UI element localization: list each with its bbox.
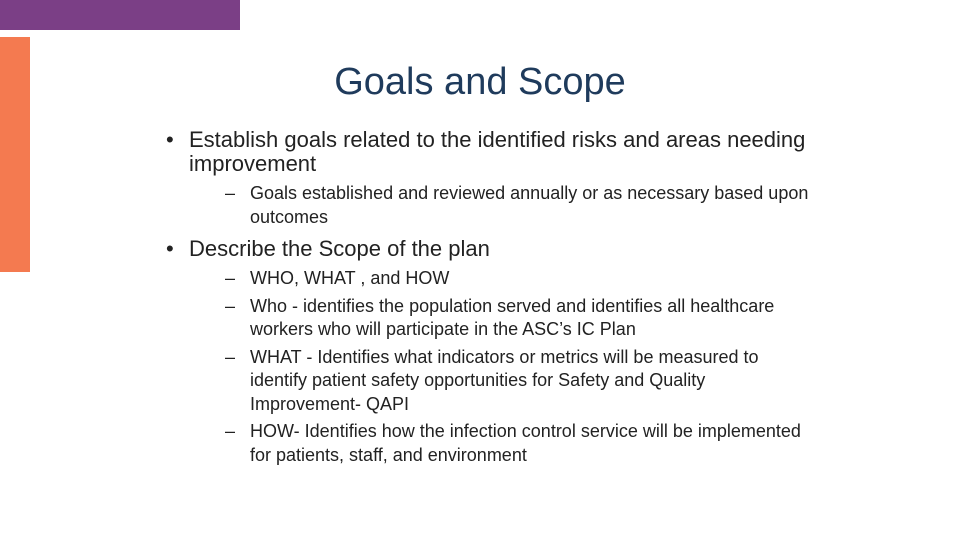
sub-bullet-text: WHAT - Identifies what indicators or metrics will be measured to identify patient safety opportunities for Safety and Quality Improvement- QAPI — [250, 346, 759, 414]
sub-bullet-item — [189, 346, 820, 417]
sub-bullet-item — [189, 295, 820, 342]
sub-bullet-text: WHO, WHAT , and HOW — [250, 268, 450, 288]
bullet-marker: • — [166, 127, 174, 152]
sub-bullet-list — [189, 182, 820, 229]
bullet-item — [160, 237, 820, 467]
slide-content — [160, 128, 820, 475]
sub-bullet-item — [189, 267, 820, 291]
slide-title: Goals and Scope — [334, 61, 626, 103]
dash-marker: – — [225, 421, 236, 441]
dash-marker: – — [225, 346, 236, 367]
sub-bullet-text: Goals established and reviewed annually or as necessary based upon outcomes — [250, 183, 809, 227]
sub-bullet-text: HOW- Identifies how the infection control service will be implemented for patients, staff, and environment — [250, 421, 801, 465]
sub-bullet-item — [189, 420, 820, 467]
sub-bullet-list — [189, 267, 820, 467]
bullet-text: Establish goals related to the identified risks and areas needing improvement — [189, 127, 806, 176]
bullet-text: Describe the Scope of the plan — [189, 236, 490, 261]
bullet-item — [160, 128, 820, 229]
dash-marker: – — [225, 183, 236, 203]
dash-marker: – — [225, 295, 236, 316]
bullet-marker: • — [166, 236, 174, 261]
top-accent-bar — [0, 0, 240, 30]
sub-bullet-item — [189, 182, 820, 229]
dash-marker: – — [225, 268, 236, 288]
sub-bullet-text: Who - identifies the population served and identifies all healthcare workers who will participate in the ASC’s IC Plan — [250, 295, 775, 339]
